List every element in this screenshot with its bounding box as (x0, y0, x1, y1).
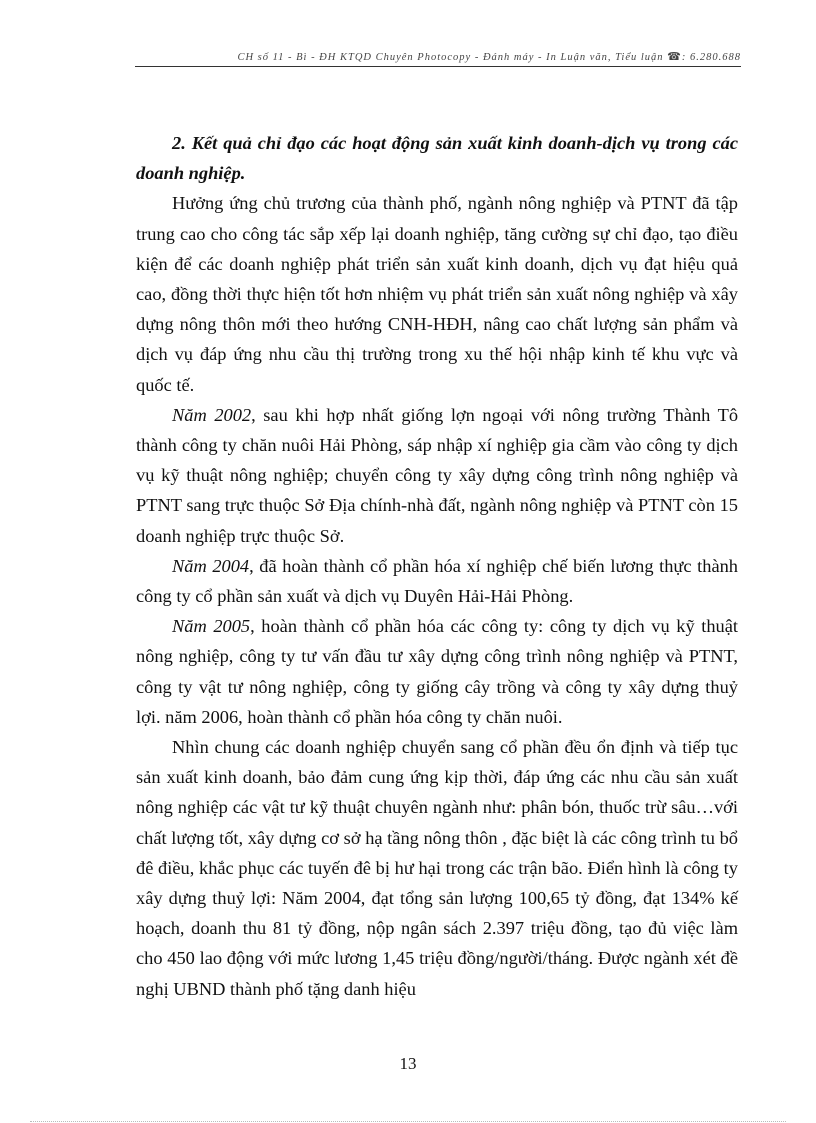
paragraph-2-year: Năm 2002 (172, 404, 252, 425)
paragraph-3-text: , đã hoàn thành cổ phần hóa xí nghiệp chế biến lương thực thành công ty cổ phần sản xuất và dịch vụ Duyên Hải-Hải Phòng. (136, 555, 738, 607)
paragraph-4-text: , hoàn thành cổ phần hóa các công ty: công ty dịch vụ kỹ thuật nông nghiệp, công ty tư vấn đầu tư xây dựng công trình nông nghiệp và PTNT, công ty vật tư nông nghiệp, công ty giống cây trồng và công ty xây dựng thuỷ lợi. năm 2006, hoàn thành cổ phần hóa công ty chăn nuôi. (136, 616, 738, 727)
paragraph-1: Hưởng ứng chủ trương của thành phố, ngành nông nghiệp và PTNT đã tập trung cao cho công tác sắp xếp lại doanh nghiệp, tăng cường sự chỉ đạo, tạo điều kiện để các doanh nghiệp phát triển sản xuất kinh doanh, dịch vụ đạt hiệu quả cao, đồng thời thực hiện tốt hơn nhiệm vụ phát triển sản xuất nông nghiệp và xây dựng nông thôn mới theo hướng CNH-HĐH, nâng cao chất lượng sản phẩm và dịch vụ đáp ứng nhu cầu thị trường trong xu thế hội nhập kinh tế khu vực và quốc tế. (136, 193, 738, 395)
page-number: 13 (399, 1054, 417, 1073)
section-heading: 2. Kết quả chỉ đạo các hoạt động sản xuất kinh doanh-dịch vụ trong các doanh nghiệp. (136, 133, 738, 184)
paragraph-4-year: Năm 2005 (172, 616, 251, 637)
header-rule (135, 66, 741, 67)
paragraph-4 (136, 611, 738, 732)
telephone-icon: ☎ (667, 51, 682, 63)
page-header (135, 50, 741, 66)
paragraph-2-text: , sau khi hợp nhất giống lợn ngoại với nông trường Thành Tô thành công ty chăn nuôi Hải Phòng, sáp nhập xí nghiệp gia cầm vào công ty dịch vụ kỹ thuật nông nghiệp; chuyển công ty xây dựng công trình nông nghiệp và PTNT sang trực thuộc Sở Địa chính-nhà đất, ngành nông nghiệp và PTNT còn 15 doanh nghiệp trực thuộc Sở. (136, 404, 739, 546)
bottom-rule (30, 1121, 786, 1122)
header-text: CH số 11 - Bì - ĐH KTQD Chuyên Photocopy - Đánh máy - In Luận văn, Tiểu luận (237, 52, 664, 63)
header-phone: : 6.280.688 (681, 52, 741, 63)
paragraph-3-year: Năm 2004 (172, 555, 250, 576)
paragraph-5: Nhìn chung các doanh nghiệp chuyển sang cổ phần đều ổn định và tiếp tục sản xuất kinh doanh, bảo đảm cung ứng kịp thời, đáp ứng các nhu cầu sản xuất nông nghiệp các vật tư kỹ thuật chuyên ngành như: phân bón, thuốc trừ sâu…với chất lượng tốt, xây dựng cơ sở hạ tầng nông thôn , đặc biệt là các công trình tu bổ đê điều, khắc phục các tuyến đê bị hư hại trong các trận bão. Điển hình là công ty xây dựng thuỷ lợi: Năm 2004, đạt tổng sản lượng 100,65 tỷ đồng, đạt 134% kế hoạch, doanh thu 81 tỷ đồng, nộp ngân sách 2.397 triệu đồng, tạo đủ việc làm cho 450 lao động với mức lương 1,45 triệu đồng/người/tháng. Được ngành xét đề nghị UBND thành phố tặng danh hiệu (136, 737, 738, 999)
document-body (136, 128, 738, 1004)
paragraph-3 (136, 551, 738, 611)
paragraph-2 (136, 400, 738, 551)
